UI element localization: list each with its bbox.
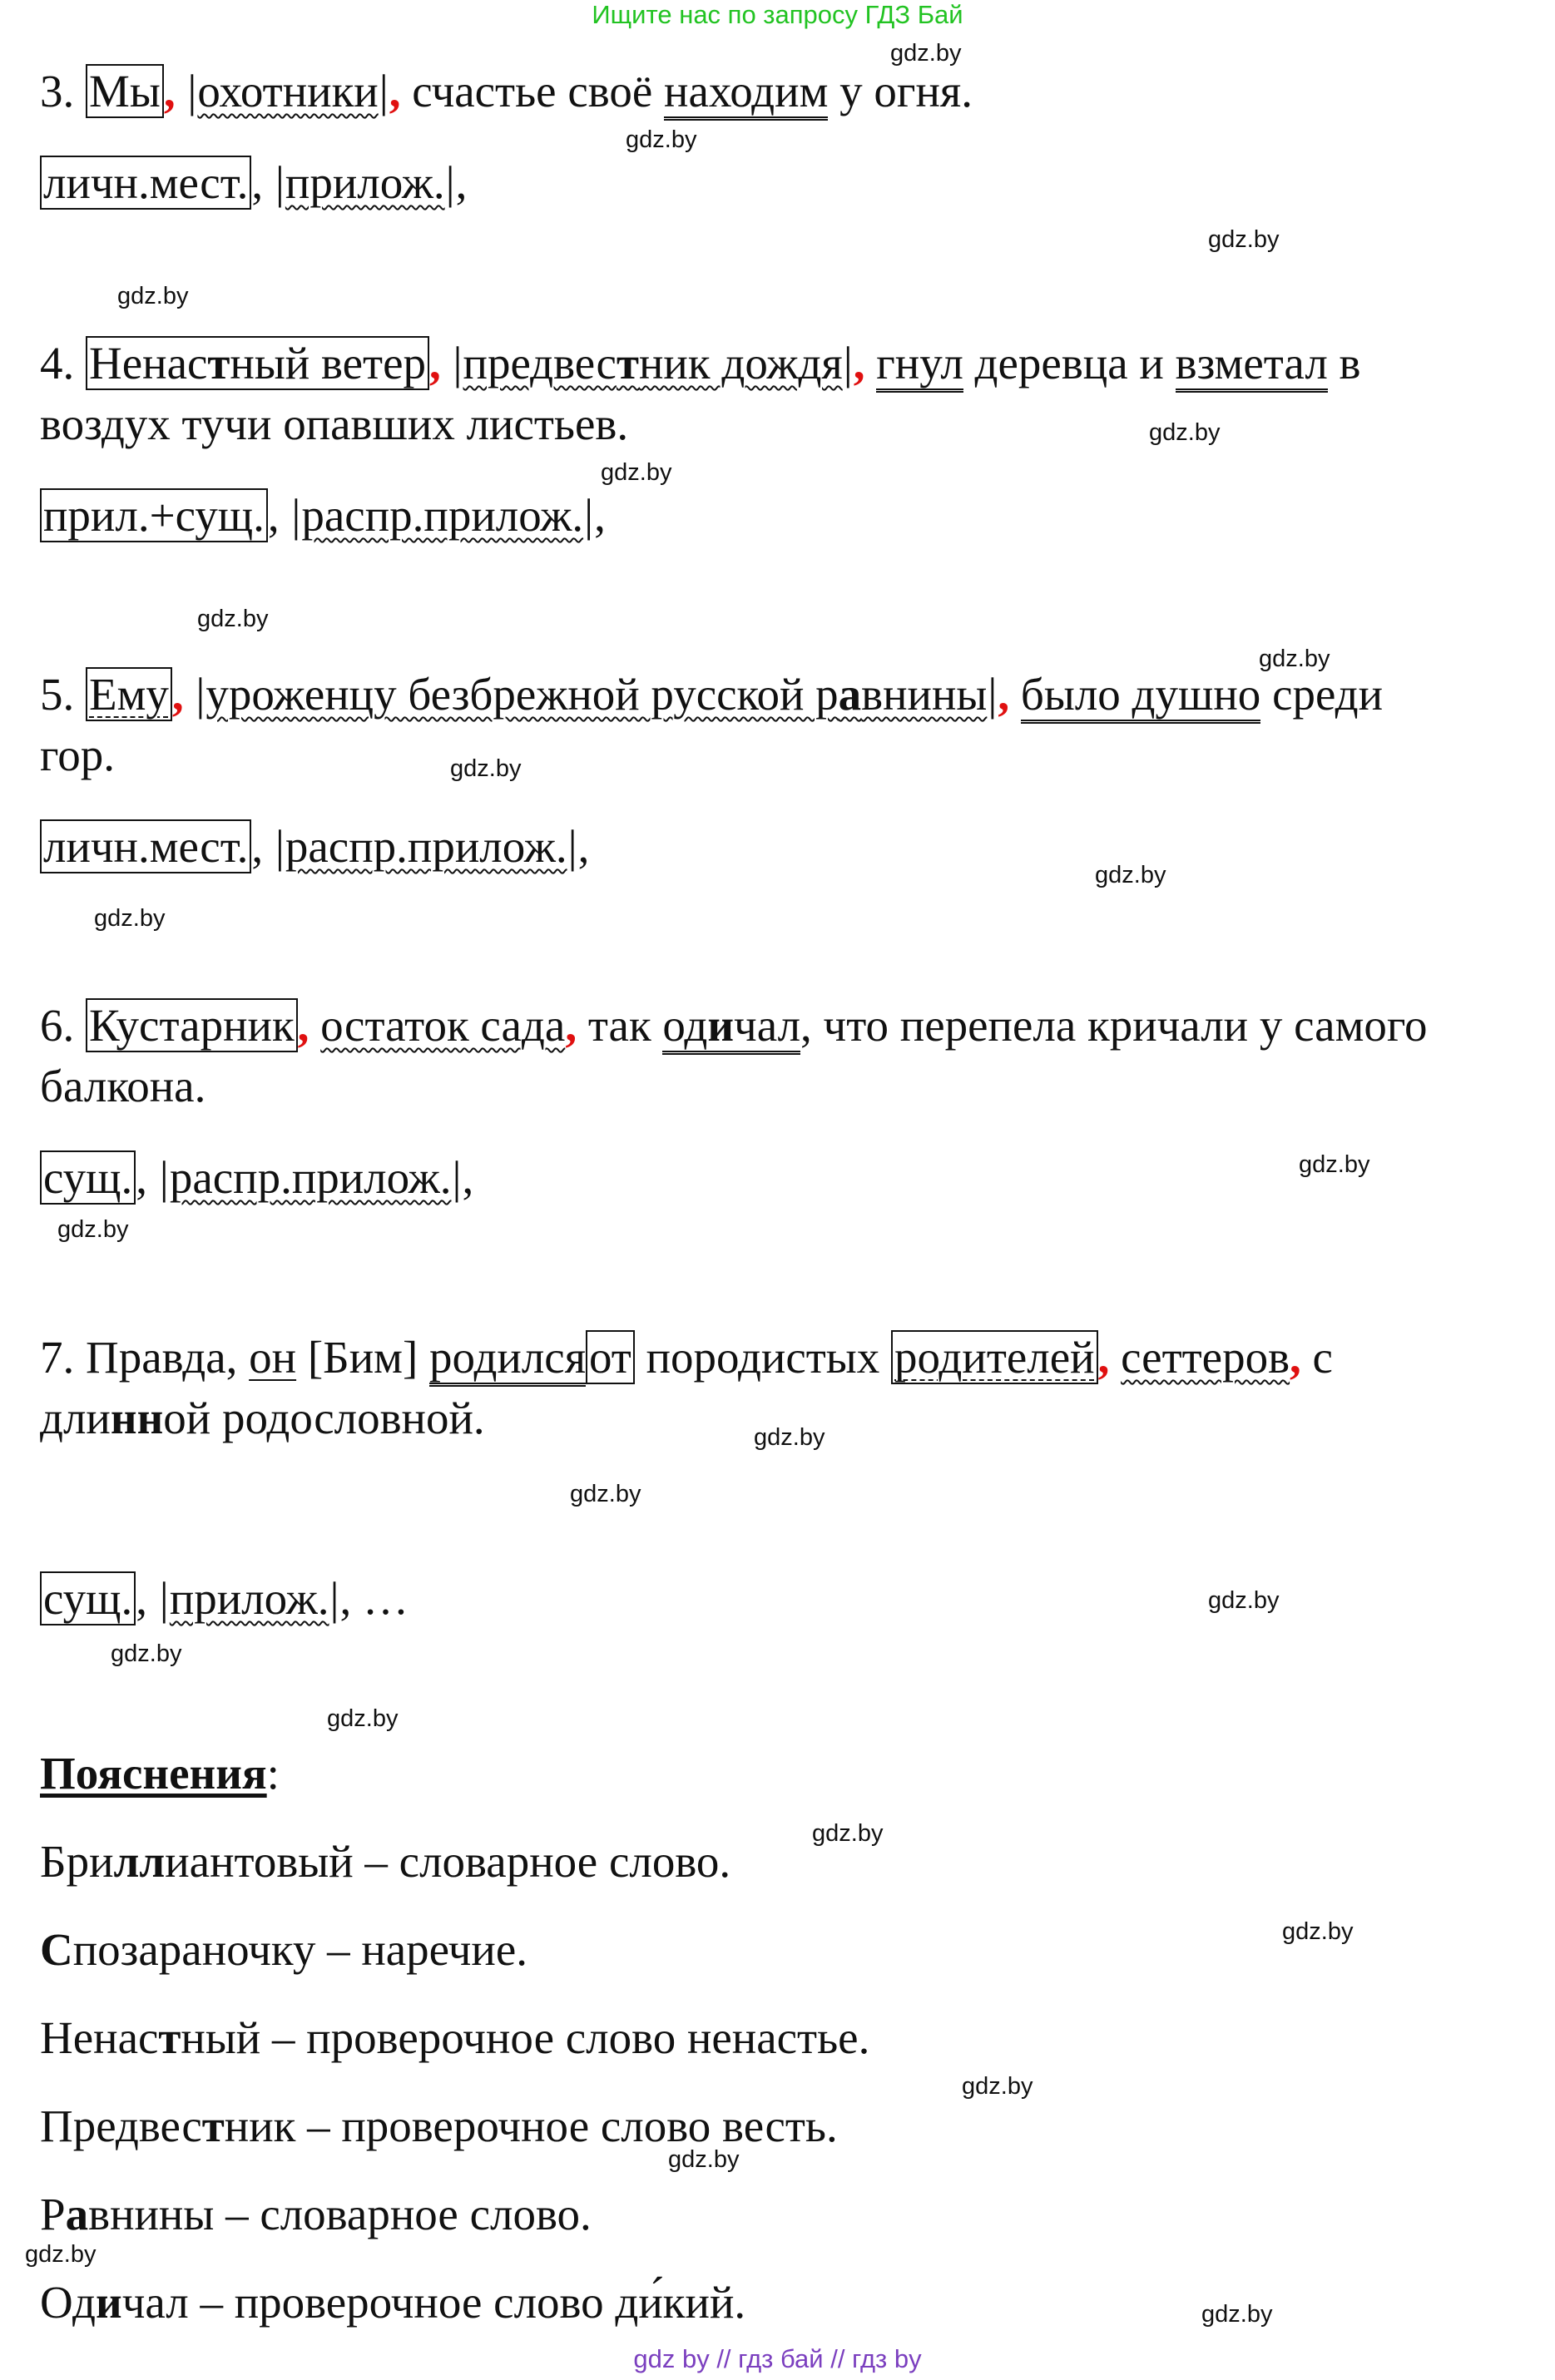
scheme-appositive: распр.прилож.: [301, 490, 584, 541]
explanation-item: Бриллиантовый – словарное слово.: [40, 1836, 731, 1887]
predicate: гнул: [876, 338, 963, 393]
scheme-5: личн.мест., |распр.прилож.|,: [40, 820, 589, 873]
watermark: gdz.by: [1259, 646, 1330, 672]
scheme-subject: сущ.: [40, 1571, 136, 1625]
text: породистых: [646, 1332, 880, 1383]
text: среди: [1272, 669, 1384, 720]
scheme-6: сущ., |распр.прилож.|,: [40, 1151, 473, 1205]
scheme-subject: прил.+сущ.: [40, 488, 268, 542]
text: с: [1312, 1332, 1333, 1383]
text: так: [587, 1000, 651, 1051]
watermark: gdz.by: [94, 905, 166, 932]
text: деревца и: [974, 338, 1164, 388]
scheme-subject: сущ.: [40, 1150, 136, 1205]
watermark: gdz.by: [962, 2073, 1033, 2100]
subject: Мы: [86, 64, 164, 118]
predicate: родился: [429, 1332, 586, 1387]
sentence-4-line-2: воздух тучи опавших листьев.: [40, 398, 629, 449]
text: Правда,: [86, 1332, 238, 1383]
object: Ему: [86, 667, 172, 721]
watermark: gdz.by: [327, 1705, 399, 1732]
ellipsis: …: [363, 1573, 409, 1624]
explanation-item: Ненастный – проверочное слово ненастье.: [40, 2012, 870, 2063]
text: счастье своё: [412, 66, 653, 116]
predicate: взметал: [1176, 338, 1328, 393]
scheme-3: личн.мест., |прилож.|,: [40, 156, 467, 210]
watermark: gdz.by: [1201, 2301, 1273, 2328]
watermark: gdz.by: [626, 126, 697, 153]
watermark: gdz.by: [1149, 419, 1221, 446]
appositive: охотники: [197, 66, 379, 116]
subject: Ненастный ветер: [86, 336, 429, 390]
sentence-5-line-2: гор.: [40, 730, 115, 780]
subject: Кустарник: [86, 998, 298, 1052]
watermark: gdz.by: [812, 1820, 884, 1847]
sentence-7-line-2: длинной родословной.: [40, 1393, 485, 1443]
sentence-number: 4.: [40, 338, 75, 388]
appositive: остаток сада: [320, 1000, 566, 1051]
appositive: уроженцу безбрежной русской равнины: [206, 669, 988, 720]
watermark: gdz.by: [1095, 862, 1166, 888]
sentence-number: 3.: [40, 66, 75, 116]
watermark: gdz.by: [1299, 1151, 1370, 1178]
text: [Бим]: [307, 1332, 418, 1383]
sentence-4: 4. Ненастный ветер, |предвестник дождя|, гнул деревца и взметал в: [40, 337, 1361, 390]
subject: он: [249, 1332, 297, 1383]
appositive: предвестник дождя: [463, 338, 843, 388]
explanation-item: Предвестник – проверочное слово весть.: [40, 2100, 838, 2151]
search-banner[interactable]: Ищите нас по запросу ГДЗ Бай: [592, 0, 963, 29]
explanation-item: Одичал – проверочное слово ди́кий.: [40, 2277, 746, 2328]
text: у огня.: [839, 66, 973, 116]
preposition: от: [586, 1330, 635, 1384]
sentence-3: 3. Мы, |охотники|, счастье своё находим у огня.: [40, 65, 973, 118]
watermark: gdz.by: [668, 2146, 740, 2173]
text: что перепела кричали у самого: [823, 1000, 1428, 1051]
predicate: было душно: [1021, 669, 1260, 724]
sentence-7: 7. Правда, он [Бим] родилсяот породистых родителей, сеттеров, с: [40, 1331, 1333, 1384]
watermark: gdz.by: [197, 606, 269, 632]
watermark: gdz.by: [1208, 226, 1280, 253]
scheme-appositive: распр.прилож.: [169, 1152, 452, 1203]
watermark: gdz.by: [570, 1481, 641, 1507]
explanation-item: Спозараночку – наречие.: [40, 1924, 527, 1975]
watermark: gdz.by: [601, 459, 672, 486]
sentence-number: 7.: [40, 1332, 75, 1383]
scheme-subject: личн.мест.: [40, 156, 251, 210]
sentence-6-line-2: балкона.: [40, 1061, 206, 1111]
text: в: [1339, 338, 1361, 388]
watermark: gdz.by: [117, 283, 189, 309]
watermark: gdz.by: [754, 1424, 825, 1451]
sentence-6: 6. Кустарник, остаток сада, так одичал, что перепела кричали у самого: [40, 999, 1428, 1052]
watermark: gdz.by: [1208, 1587, 1280, 1614]
object: родителей: [891, 1330, 1098, 1384]
predicate: находим: [664, 66, 828, 121]
sentence-number: 6.: [40, 1000, 75, 1051]
footer-links[interactable]: gdz by // гдз бай // гдз by: [633, 2344, 922, 2373]
watermark: gdz.by: [111, 1640, 182, 1667]
scheme-appositive: прилож.: [169, 1573, 329, 1624]
scheme-7: сущ., |прилож.|, …: [40, 1572, 409, 1625]
watermark: gdz.by: [890, 40, 962, 67]
scheme-appositive: прилож.: [285, 157, 445, 208]
appositive: сеттеров: [1121, 1332, 1290, 1383]
scheme-4: прил.+сущ., |распр.прилож.|,: [40, 489, 606, 542]
explanations-heading: Пояснения:: [40, 1748, 280, 1799]
predicate: одичал: [662, 1000, 800, 1055]
sentence-number: 5.: [40, 669, 75, 720]
explanation-item: Равнины – словарное слово.: [40, 2189, 592, 2239]
watermark: gdz.by: [25, 2241, 97, 2268]
scheme-appositive: распр.прилож.: [285, 821, 567, 872]
scheme-subject: личн.мест.: [40, 819, 251, 873]
watermark: gdz.by: [450, 755, 522, 782]
sentence-5: 5. Ему, |уроженцу безбрежной русской равнины|, было душно среди: [40, 668, 1383, 721]
explanations-title: Пояснения: [40, 1748, 267, 1799]
watermark: gdz.by: [1282, 1918, 1354, 1945]
watermark: gdz.by: [57, 1216, 129, 1243]
